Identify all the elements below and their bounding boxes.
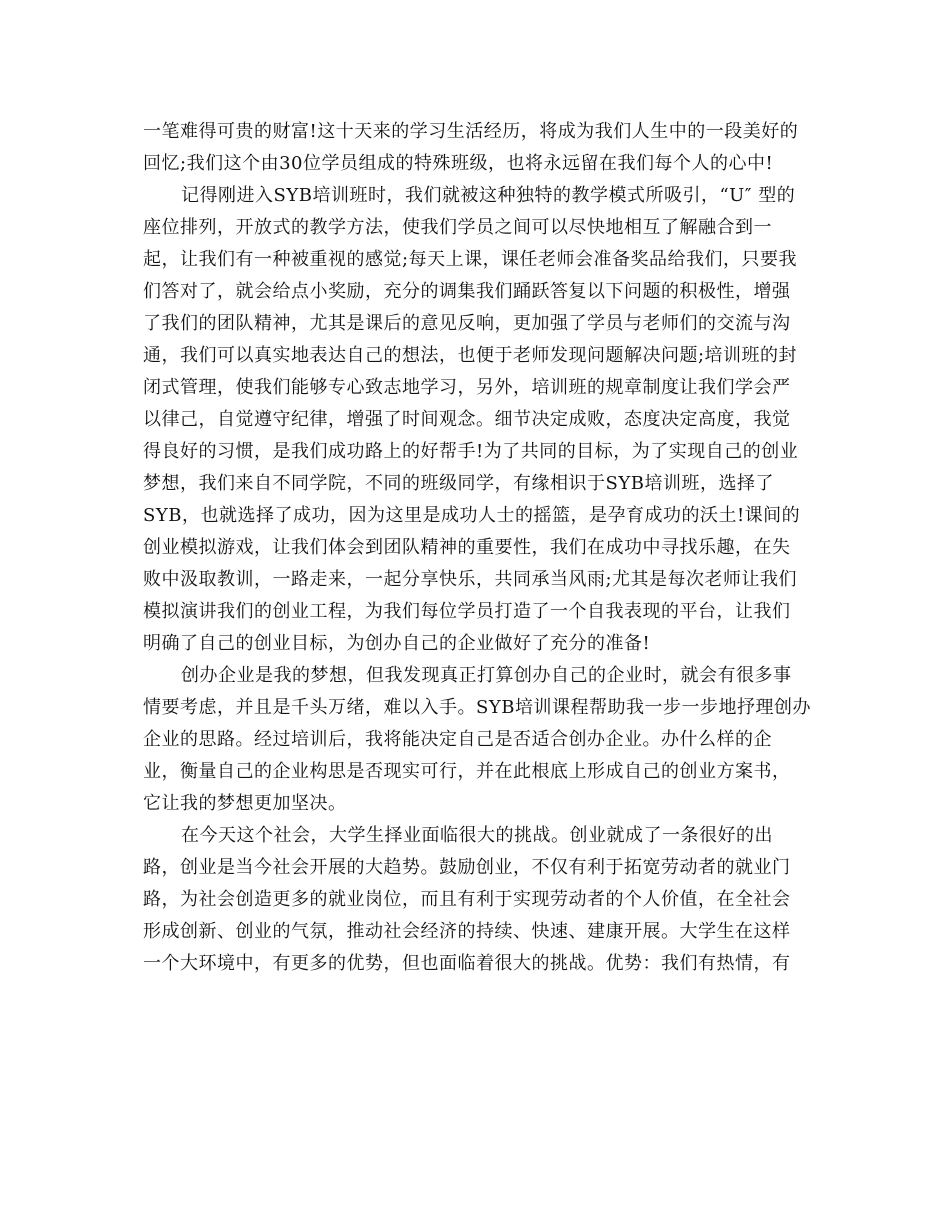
paragraph-start-line: 记得刚进入SYB培训班时，我们就被这种独特的教学模式所吸引，“U″ 型的	[181, 185, 796, 206]
text-line: 路，为社会创造更多的就业岗位，而且有利于实现劳动者的个人价值，在全社会	[143, 889, 791, 910]
text-line: 败中汲取教训，一路走来，一起分享快乐，共同承当风雨;尤其是每次老师让我们	[143, 569, 798, 590]
text-line: 闭式管理，使我们能够专心致志地学习，另外，培训班的规章制度让我们学会严	[143, 377, 791, 398]
text-line: 路，创业是当今社会开展的大趋势。鼓励创业，不仅有利于拓宽劳动者的就业门	[143, 857, 791, 878]
text-line: 形成创新、创业的气氛，推动社会经济的持续、快速、建康开展。大学生在这样	[143, 921, 791, 942]
text-line: 业，衡量自己的企业构思是否现实可行，并在此根底上形成自己的创业方案书，	[143, 761, 791, 782]
text-line: 起，让我们有一种被重视的感觉;每天上课，课任老师会准备奖品给我们，只要我	[143, 249, 798, 270]
paragraph-start-line: 在今天这个社会，大学生择业面临很大的挑战。创业就成了一条很好的出	[181, 825, 773, 846]
text-line: 模拟演讲我们的创业工程，为我们每位学员打造了一个自我表现的平台，让我们	[143, 601, 791, 622]
paragraph-start-line: 创办企业是我的梦想，但我发现真正打算创办自己的企业时，就会有很多事	[181, 665, 792, 686]
text-line: 创业模拟游戏，让我们体会到团队精神的重要性，我们在成功中寻找乐趣，在失	[143, 537, 791, 558]
text-line: 明确了自己的创业目标，为创办自己的企业做好了充分的准备!	[143, 633, 651, 654]
text-line: 回忆;我们这个由30位学员组成的特殊班级，也将永远留在我们每个人的心中!	[143, 153, 774, 174]
text-line: 座位排列，开放式的教学方法，使我们学员之间可以尽快地相互了解融合到一	[143, 217, 772, 238]
text-line: 了我们的团队精神，尤其是课后的意见反响，更加强了学员与老师们的交流与沟	[143, 313, 791, 334]
text-line: 企业的思路。经过培训后，我将能决定自己是否适合创办企业。办什么样的企	[143, 729, 772, 750]
text-line: 情要考虑，并且是千头万绪，难以入手。SYB培训课程帮助我一步一步地抒理创办	[143, 697, 811, 718]
text-line: 一个大环境中，有更多的优势，但也面临着很大的挑战。优势：我们有热情，有	[143, 953, 791, 974]
text-line: 一笔难得可贵的财富!这十天来的学习生活经历，将成为我们人生中的一段美好的	[143, 121, 799, 142]
text-line: 们答对了，就会给点小奖励，充分的调集我们踊跃答复以下问题的积极性，增强	[143, 281, 791, 302]
text-line: 以律己，自觉遵守纪律，增强了时间观念。细节决定成败，态度决定高度，我觉	[143, 409, 791, 430]
text-line: 梦想，我们来自不同学院，不同的班级同学，有缘相识于SYB培训班，选择了	[143, 473, 774, 494]
document-body	[143, 116, 811, 980]
text-line: SYB，也就选择了成功，因为这里是成功人士的摇篮，是孕育成功的沃土!课间的	[143, 505, 801, 526]
text-line: 得良好的习惯，是我们成功路上的好帮手!为了共同的目标，为了实现自己的创业	[143, 441, 799, 462]
text-line: 它让我的梦想更加坚决。	[143, 793, 347, 814]
text-line: 通，我们可以真实地表达自己的想法，也便于老师发现问题解决问题;培训班的封	[143, 345, 798, 366]
